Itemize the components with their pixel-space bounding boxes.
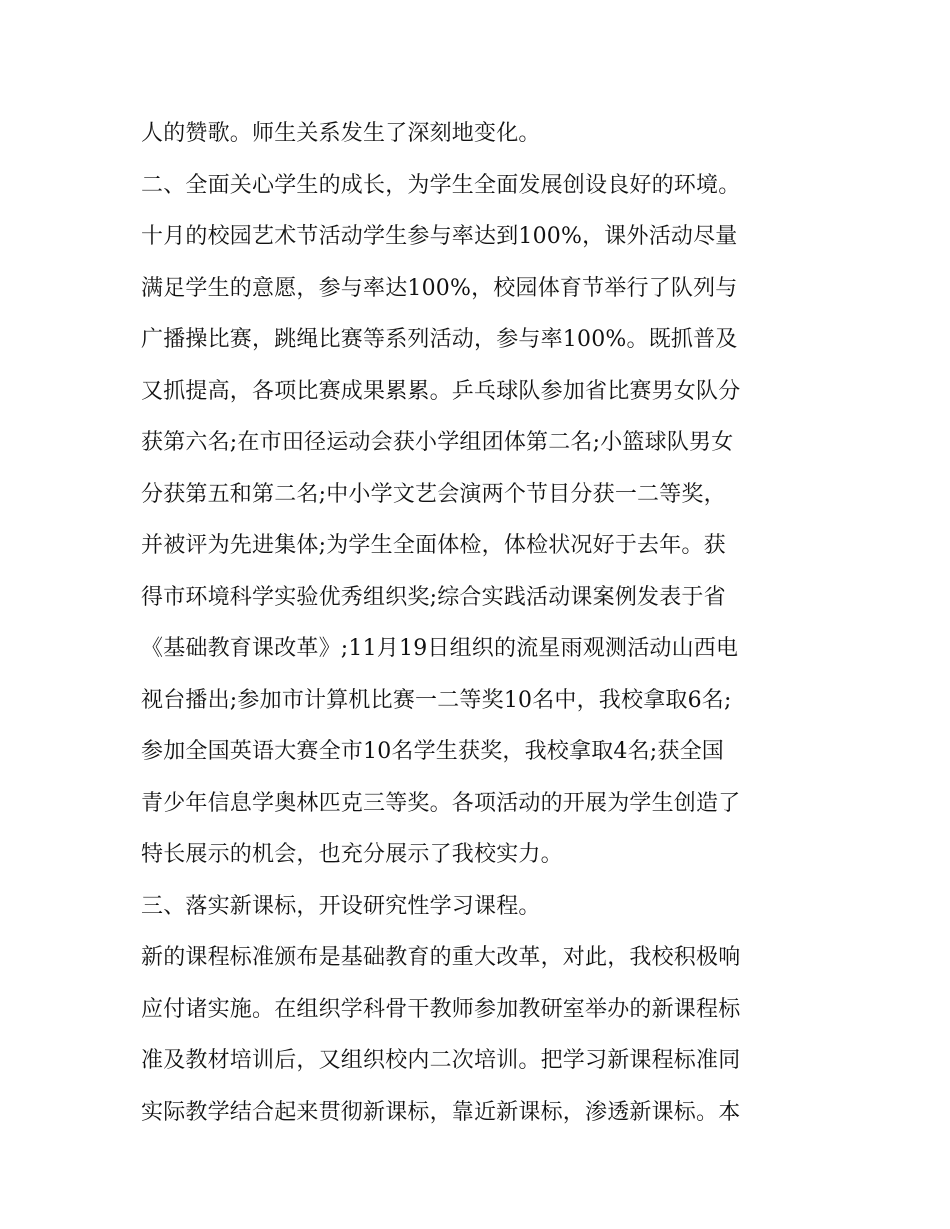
text-line: 又抓提高，各项比赛成果累累。乒乓球队参加省比赛男女队分 [141,378,741,404]
text-line: 十月的校园艺术节活动学生参与率达到100%，课外活动尽量 [141,224,738,249]
section-heading-2: 二、全面关心学生的成长，为学生全面发展创设良好的环境。 [141,172,741,198]
text-line: 《基础教育课改革》;11月19日组织的流星雨观测活动山西电 [141,636,739,661]
text-line: 新的课程标准颁布是基础教育的重大改革，对此，我校积极响 [141,945,741,970]
text-line: 应付诸实施。在组织学科骨干教师参加教研室举办的新课程标 [141,996,741,1022]
text-line: 得市环境科学实验优秀组织奖;综合实践活动课案例发表于省 [141,584,726,610]
text-line: 准及教材培训后，又组织校内二次培训。把学习新课程标准同 [141,1048,741,1073]
text-line: 广播操比赛，跳绳比赛等系列活动，参与率100%。既抓普及 [141,327,738,352]
section-heading-3: 三、落实新课标，开设研究性学习课程。 [141,893,541,919]
text-line: 分获第五和第二名;中小学文艺会演两个节目分获一二等奖， [141,481,726,507]
text-line: 特长展示的机会，也充分展示了我校实力。 [141,842,563,867]
text-line: 人的赞歌。师生关系发生了深刻地变化。 [141,121,541,146]
text-line: 视台播出;参加市计算机比赛一二等奖10名中，我校拿取6名; [141,687,732,713]
text-line: 满足学生的意愿，参与率达100%，校园体育节举行了队列与 [141,275,738,301]
text-line: 获第六名;在市田径运动会获小学组团体第二名;小篮球队男女 [141,430,734,455]
text-line: 参加全国英语大赛全市10名学生获奖，我校拿取4名;获全国 [141,739,725,764]
document-body [141,108,821,1138]
text-line: 青少年信息学奥林匹克三等奖。各项活动的开展为学生创造了 [141,790,741,816]
text-line: 实际教学结合起来贯彻新课标，靠近新课标，渗透新课标。本 [141,1099,741,1125]
text-line: 并被评为先进集体;为学生全面体检，体检状况好于去年。获 [141,533,726,558]
